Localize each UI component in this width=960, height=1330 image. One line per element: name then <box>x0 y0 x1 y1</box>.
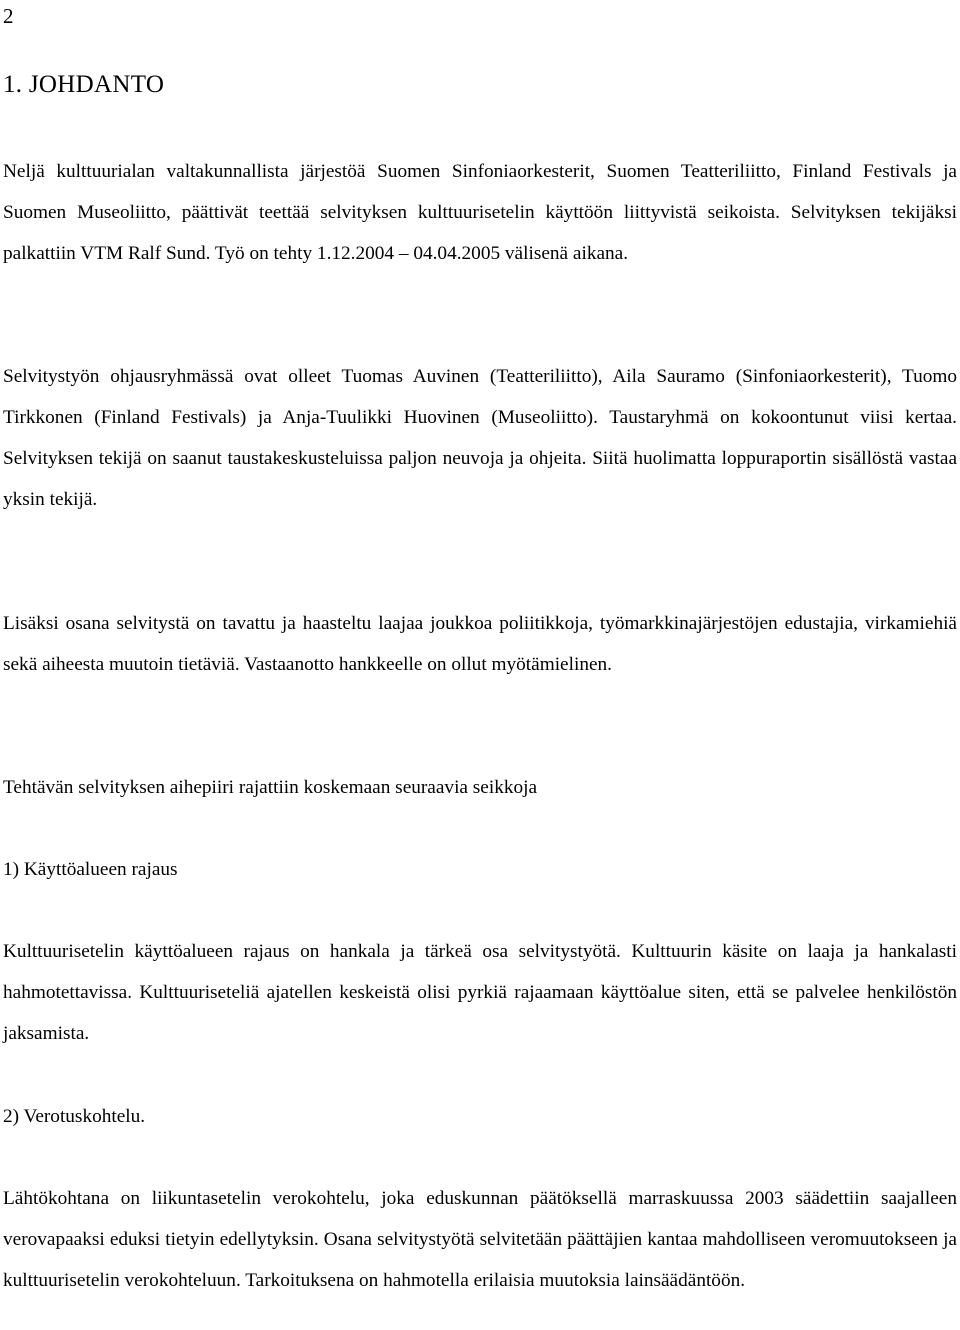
steering-group-paragraph: Selvitystyön ohjausryhmässä ovat olleet Tuomas Auvinen (Teatteriliitto), Aila Sauramo (Sinfoniaorkesterit), Tuomo Tirkkonen (Finland Festivals) ja Anja-Tuulikki Huovinen (Museoliitto). Taustaryhmä on kokoontunut viisi kertaa. Selvityksen tekijä on saanut taustakeskusteluissa paljon neuvoja ja ohjeita. Siitä huolimatta loppuraportin sisällöstä vastaa yksin tekijä. <box>3 366 957 510</box>
page-number: 2 <box>3 4 14 28</box>
item1-paragraph: Kulttuurisetelin käyttöalueen rajaus on hankala ja tärkeä osa selvitystyötä. Kulttuurin käsite on laaja ja hankalasti hahmotettavissa. Kulttuuriseteliä ajatellen keskeistä olisi pyrkiä rajaamaan käyttöalue siten, että se palvelee henkilöstön jaksamista. <box>3 941 957 1044</box>
intro-paragraph: Neljä kulttuurialan valtakunnallista järjestöä Suomen Sinfoniaorkesterit, Suomen Teatteriliitto, Finland Festivals ja Suomen Museoliitto, päättivät teettää selvityksen kulttuurisetelin käyttöön liittyvistä seikoista. Selvityksen tekijäksi palkattiin VTM Ralf Sund. Työ on tehty 1.12.2004 – 04.04.2005 välisenä aikana. <box>3 161 957 264</box>
task-heading: Tehtävän selvityksen aihepiiri rajattiin koskemaan seuraavia seikkoja <box>3 777 538 798</box>
item1-heading: 1) Käyttöalueen rajaus <box>3 859 178 880</box>
item2-paragraph: Lähtökohtana on liikuntasetelin verokohtelu, joka eduskunnan päätöksellä marraskuussa 2003 säädettiin saajalleen verovapaaksi eduksi tietyin edellytyksin. Osana selvitystyötä selvitetään päättäjien kantaa mahdolliseen veromuutokseen ja kulttuurisetelin verokohteluun. Tarkoituksena on hahmotella erilaisia muutoksia lainsäädäntöön. <box>3 1188 957 1291</box>
interviews-paragraph: Lisäksi osana selvitystä on tavattu ja haasteltu laajaa joukkoa poliitikkoja, työmarkkinajärjestöjen edustajia, virkamiehiä sekä aiheesta muutoin tietäviä. Vastaanotto hankkeelle on ollut myötämielinen. <box>3 613 957 675</box>
item2-heading: 2) Verotuskohtelu. <box>3 1106 146 1127</box>
chapter-title: 1. JOHDANTO <box>3 71 165 98</box>
